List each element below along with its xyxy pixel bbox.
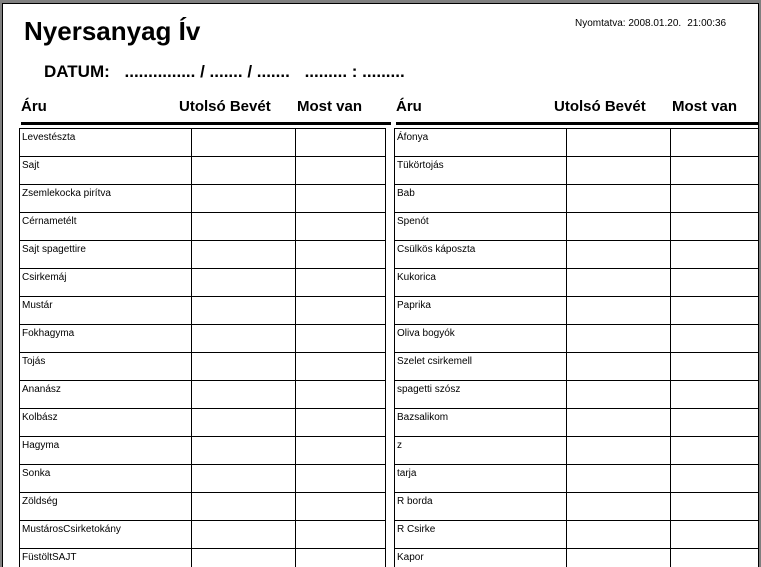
last-received-cell[interactable] [567, 381, 671, 409]
now-have-cell[interactable] [296, 185, 386, 213]
right-column-header [396, 96, 759, 125]
now-have-cell[interactable] [671, 213, 760, 241]
header-item: Áru [396, 98, 422, 115]
last-received-cell[interactable] [192, 213, 296, 241]
item-name-cell: spagetti szósz [395, 381, 567, 409]
now-have-cell[interactable] [671, 325, 760, 353]
item-name-cell: FüstöltSAJT [20, 549, 192, 567]
print-date: Nyomtatva: 2008.01.20. [575, 18, 682, 29]
table-row [395, 521, 760, 549]
now-have-cell[interactable] [671, 521, 760, 549]
header-item: Áru [21, 98, 47, 115]
item-name-cell: Kolbász [20, 409, 192, 437]
right-column [392, 96, 759, 567]
now-have-cell[interactable] [296, 437, 386, 465]
item-name-cell: Paprika [395, 297, 567, 325]
table-row [395, 381, 760, 409]
table-row [395, 129, 760, 157]
last-received-cell[interactable] [192, 465, 296, 493]
last-received-cell[interactable] [567, 269, 671, 297]
table-row [395, 185, 760, 213]
last-received-cell[interactable] [192, 269, 296, 297]
item-name-cell: Oliva bogyók [395, 325, 567, 353]
table-row [395, 157, 760, 185]
last-received-cell[interactable] [567, 493, 671, 521]
item-name-cell: Cérnametélt [20, 213, 192, 241]
table-row [20, 521, 386, 549]
last-received-cell[interactable] [192, 549, 296, 567]
last-received-cell[interactable] [192, 353, 296, 381]
now-have-cell[interactable] [296, 213, 386, 241]
last-received-cell[interactable] [567, 409, 671, 437]
table-row [395, 213, 760, 241]
now-have-cell[interactable] [296, 381, 386, 409]
header-now-have: Most van [297, 98, 363, 115]
item-name-cell: Bazsalikom [395, 409, 567, 437]
now-have-cell[interactable] [296, 129, 386, 157]
now-have-cell[interactable] [671, 353, 760, 381]
last-received-cell[interactable] [567, 521, 671, 549]
date-field-line [44, 62, 415, 82]
table-row [395, 325, 760, 353]
item-name-cell: Kapor [395, 549, 567, 567]
left-column [17, 96, 392, 567]
last-received-cell[interactable] [192, 409, 296, 437]
table-row [20, 437, 386, 465]
item-name-cell: Spenót [395, 213, 567, 241]
last-received-cell[interactable] [567, 549, 671, 567]
table-row [395, 465, 760, 493]
now-have-cell[interactable] [296, 297, 386, 325]
table-row [20, 549, 386, 567]
now-have-cell[interactable] [671, 549, 760, 567]
last-received-cell[interactable] [192, 381, 296, 409]
last-received-cell[interactable] [192, 157, 296, 185]
now-have-cell[interactable] [296, 157, 386, 185]
last-received-cell[interactable] [192, 129, 296, 157]
item-name-cell: Hagyma [20, 437, 192, 465]
date-label: DATUM: [44, 62, 110, 81]
now-have-cell[interactable] [671, 465, 760, 493]
table-row [20, 269, 386, 297]
now-have-cell[interactable] [671, 129, 760, 157]
inventory-sheet [2, 3, 759, 567]
left-items-table [19, 128, 386, 567]
left-column-header [21, 96, 391, 125]
now-have-cell[interactable] [671, 381, 760, 409]
last-received-cell[interactable] [567, 353, 671, 381]
table-row [20, 185, 386, 213]
item-name-cell: Tükörtojás [395, 157, 567, 185]
now-have-cell[interactable] [671, 493, 760, 521]
header-now-have: Most van [672, 98, 738, 115]
last-received-cell[interactable] [192, 437, 296, 465]
table-row [20, 465, 386, 493]
now-have-cell[interactable] [296, 493, 386, 521]
last-received-cell[interactable] [567, 129, 671, 157]
item-name-cell: Sajt spagettire [20, 241, 192, 269]
table-row [395, 493, 760, 521]
now-have-cell[interactable] [296, 269, 386, 297]
last-received-cell[interactable] [192, 185, 296, 213]
item-name-cell: Fokhagyma [20, 325, 192, 353]
right-items-table [394, 128, 759, 567]
table-row [20, 129, 386, 157]
now-have-cell[interactable] [671, 269, 760, 297]
item-name-cell: z [395, 437, 567, 465]
table-row [395, 409, 760, 437]
item-name-cell: Szelet csirkemell [395, 353, 567, 381]
item-name-cell: Zsemlekocka pirítva [20, 185, 192, 213]
date-blanks: ............... / ....... / ....... [124, 62, 290, 81]
table-row [395, 353, 760, 381]
item-name-cell: Sonka [20, 465, 192, 493]
last-received-cell[interactable] [567, 157, 671, 185]
item-name-cell: tarja [395, 465, 567, 493]
table-row [395, 241, 760, 269]
item-name-cell: Sajt [20, 157, 192, 185]
table-row [395, 297, 760, 325]
now-have-cell[interactable] [671, 185, 760, 213]
now-have-cell[interactable] [671, 437, 760, 465]
last-received-cell[interactable] [567, 213, 671, 241]
time-blanks: ......... : ......... [304, 62, 405, 81]
now-have-cell[interactable] [296, 465, 386, 493]
item-name-cell: Tojás [20, 353, 192, 381]
item-name-cell: Bab [395, 185, 567, 213]
table-row [395, 549, 760, 567]
now-have-cell[interactable] [671, 157, 760, 185]
table-row [20, 157, 386, 185]
now-have-cell[interactable] [296, 521, 386, 549]
print-timestamp [575, 18, 732, 29]
item-name-cell: R Csirke [395, 521, 567, 549]
now-have-cell[interactable] [296, 325, 386, 353]
last-received-cell[interactable] [567, 465, 671, 493]
table-row [20, 493, 386, 521]
item-name-cell: Ananász [20, 381, 192, 409]
last-received-cell[interactable] [567, 241, 671, 269]
page-title: Nyersanyag Ív [24, 16, 201, 46]
table-row [395, 437, 760, 465]
last-received-cell[interactable] [192, 325, 296, 353]
print-time: 21:00:36 [687, 18, 727, 29]
table-row [20, 381, 386, 409]
table-row [20, 353, 386, 381]
now-have-cell[interactable] [296, 409, 386, 437]
table-row [20, 409, 386, 437]
header-last-received: Utolsó Bevét [554, 98, 646, 115]
table-row [20, 241, 386, 269]
now-have-cell[interactable] [671, 409, 760, 437]
now-have-cell[interactable] [296, 353, 386, 381]
table-row [20, 297, 386, 325]
now-have-cell[interactable] [296, 241, 386, 269]
table-row [20, 325, 386, 353]
last-received-cell[interactable] [567, 185, 671, 213]
item-name-cell: Zöldség [20, 493, 192, 521]
last-received-cell[interactable] [567, 437, 671, 465]
table-row [20, 213, 386, 241]
item-name-cell: Levestészta [20, 129, 192, 157]
last-received-cell[interactable] [192, 297, 296, 325]
last-received-cell[interactable] [567, 325, 671, 353]
item-name-cell: Csirkemáj [20, 269, 192, 297]
item-name-cell: MustárosCsirketokány [20, 521, 192, 549]
item-name-cell: R borda [395, 493, 567, 521]
last-received-cell[interactable] [192, 493, 296, 521]
now-have-cell[interactable] [671, 241, 760, 269]
item-name-cell: Csülkös káposzta [395, 241, 567, 269]
item-name-cell: Kukorica [395, 269, 567, 297]
now-have-cell[interactable] [296, 549, 386, 567]
table-row [395, 269, 760, 297]
last-received-cell[interactable] [567, 297, 671, 325]
item-name-cell: Mustár [20, 297, 192, 325]
last-received-cell[interactable] [192, 521, 296, 549]
header-last-received: Utolsó Bevét [179, 98, 271, 115]
item-name-cell: Áfonya [395, 129, 567, 157]
now-have-cell[interactable] [671, 297, 760, 325]
last-received-cell[interactable] [192, 241, 296, 269]
